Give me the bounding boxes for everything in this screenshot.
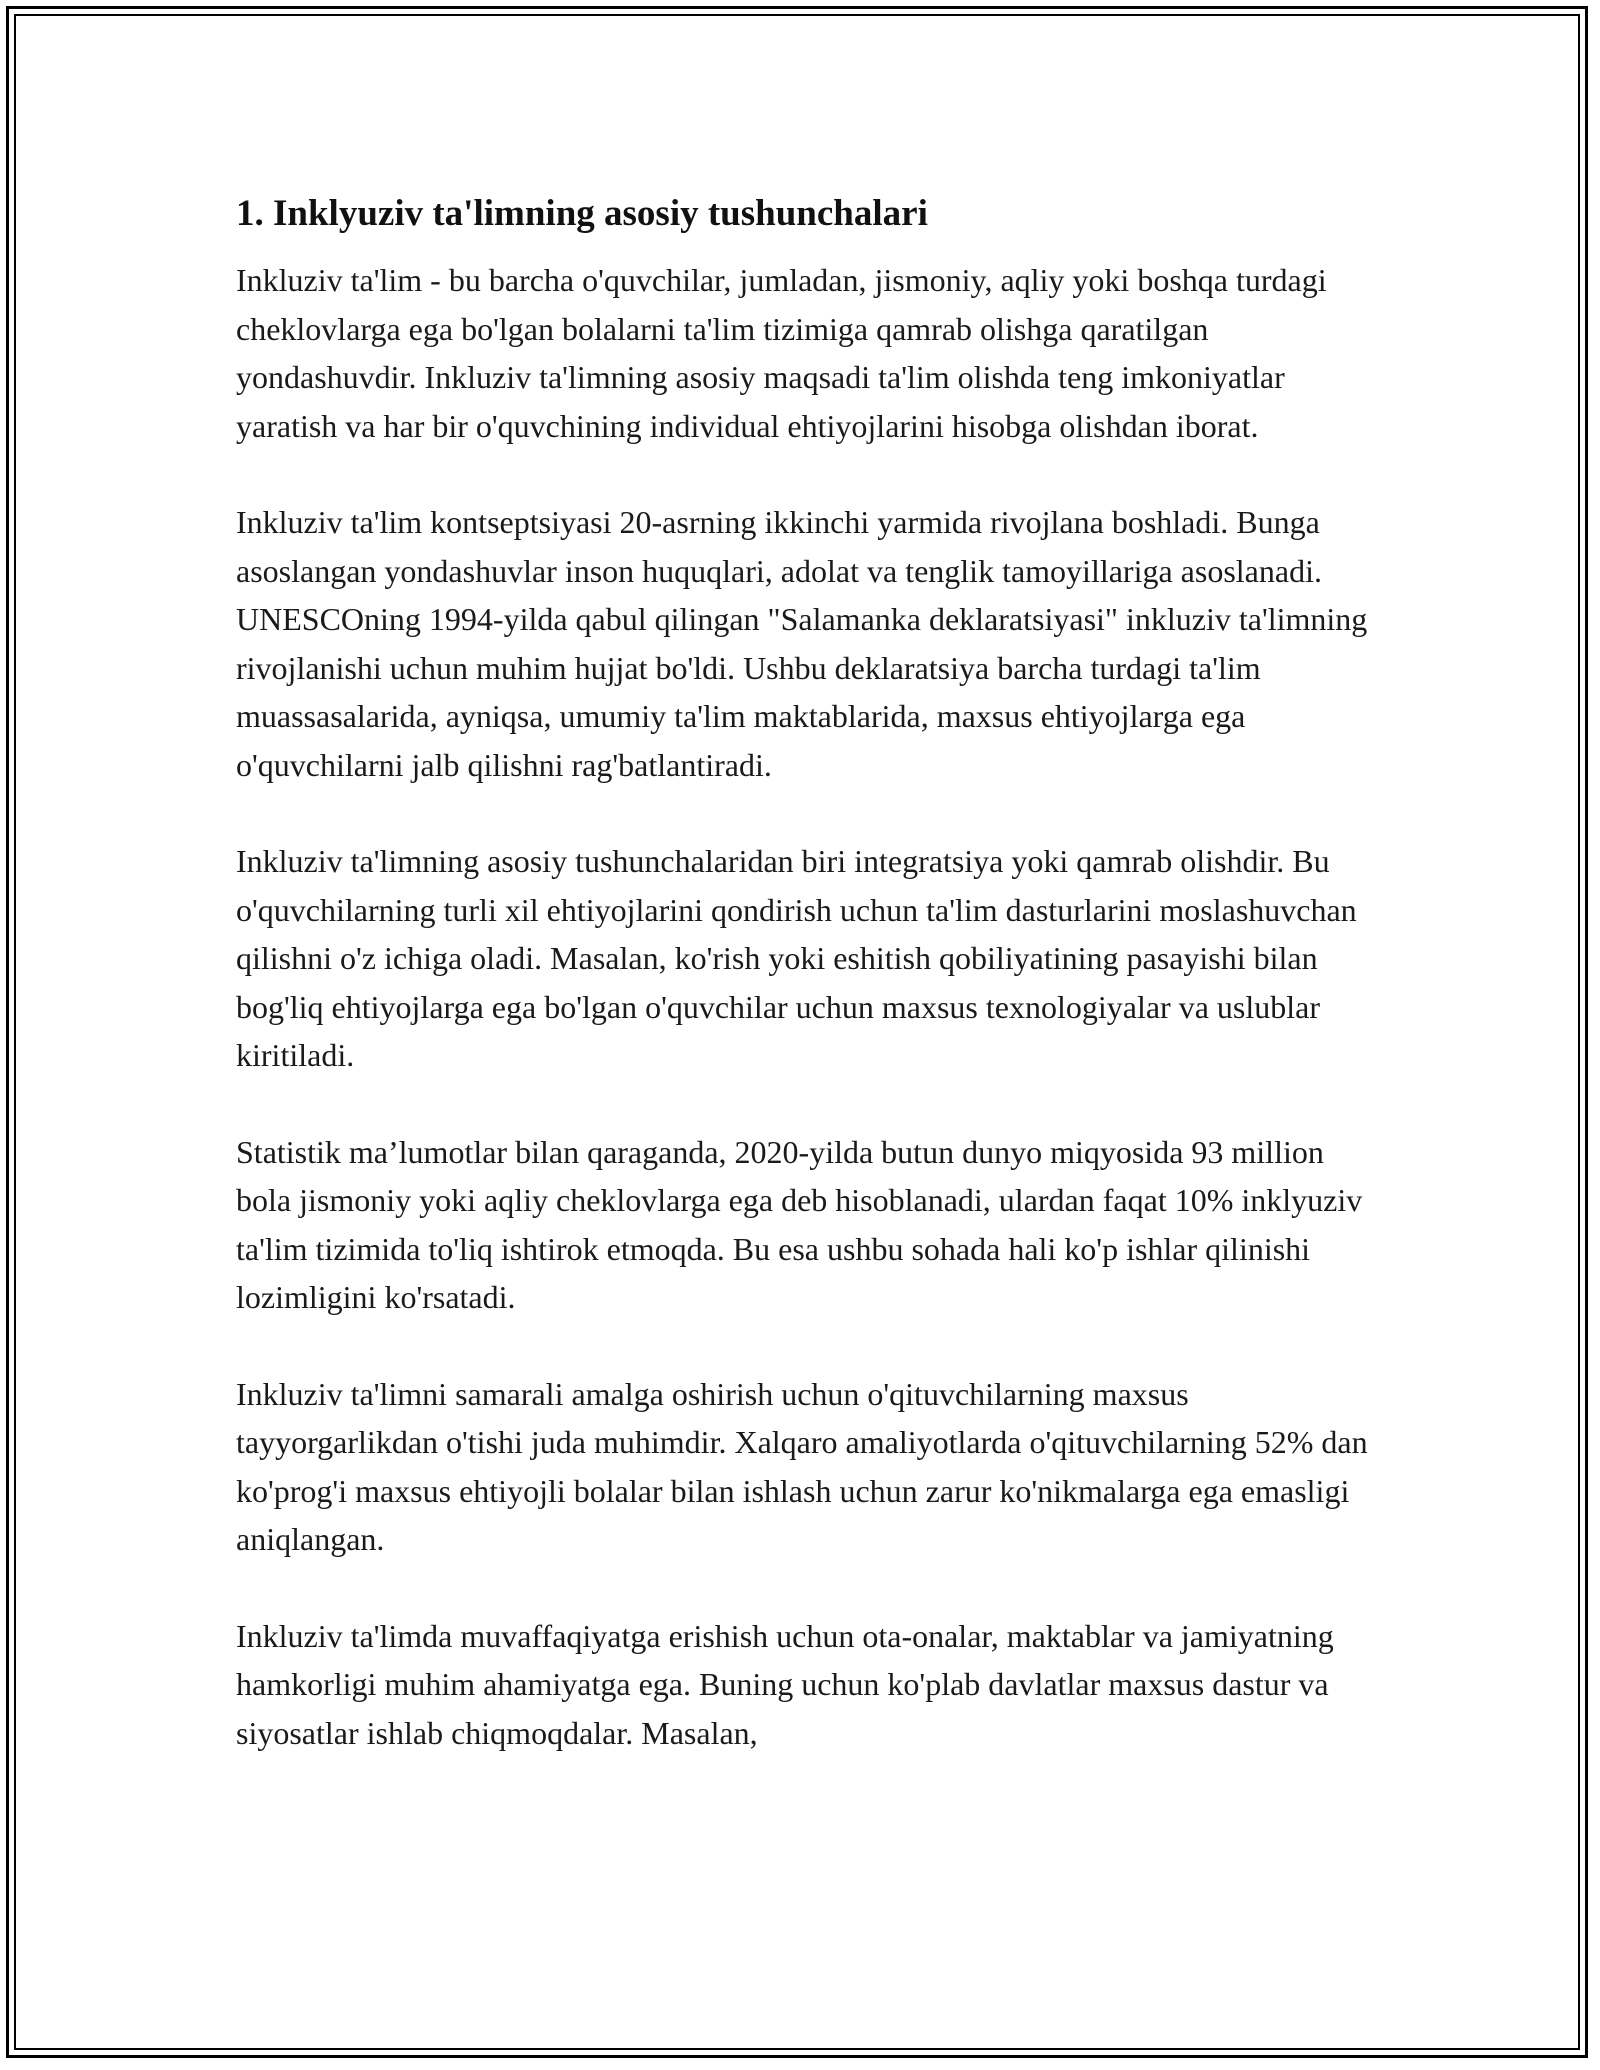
paragraph-6: Inkluziv ta'limda muvaffaqiyatga erishish uchun ota-onalar, maktablar va jamiyatning hamkorligi muhim ahamiyatga ega. Buning uchun ko'plab davlatlar maxsus dastur va siyosatlar ishlab chiqmoqdalar. Masalan, [236, 1617, 1334, 1751]
document-body [236, 186, 1376, 1805]
section-heading: 1. Inklyuziv ta'limning asosiy tushunchalari [236, 193, 928, 234]
paragraph-5: Inkluziv ta'limni samarali amalga oshirish uchun o'qituvchilarning maxsus tayyorgarlikdan o'tishi juda muhimdir. Xalqaro amaliyotlarda o'qituvchilarning 52% dan ko'prog'i maxsus ehtiyojli bolalar bilan ishlash uchun zarur ko'nikmalarga ega emasligi aniqlangan. [236, 1375, 1368, 1557]
paragraph-2: Inkluziv ta'lim kontseptsiyasi 20-asrning ikkinchi yarmida rivojlana boshladi. Bunga asoslangan yondashuvlar inson huquqlari, adolat va tenglik tamoyillariga asoslanadi. UNESCOning 1994-yilda qabul qilingan "Salamanka deklaratsiyasi" inkluziv ta'limning rivojlanishi uchun muhim hujjat bo'ldi. Ushbu deklaratsiya barcha turdagi ta'lim muassasalarida, ayniqsa, umumiy ta'lim maktablarida, maxsus ehtiyojlarga ega o'quvchilarni jalb qilishni rag'batlantiradi. [236, 504, 1368, 783]
paragraph-4: Statistik ma’lumotlar bilan qaraganda, 2020-yilda butun dunyo miqyosida 93 million bola jismoniy yoki aqliy cheklovlarga ega deb hisoblanadi, ulardan faqat 10% inklyuziv ta'lim tizimida to'liq ishtirok etmoqda. Bu esa ushbu sohada hali ko'p ishlar qilinishi lozimligini ko'rsatadi. [236, 1133, 1363, 1315]
paragraph-1: Inkluziv ta'lim - bu barcha o'quvchilar, jumladan, jismoniy, aqliy yoki boshqa turdagi cheklovlarga ega bo'lgan bolalarni ta'lim tizimiga qamrab olishga qaratilgan yondashuvdir. Inkluziv ta'limning asosiy maqsadi ta'lim olishda teng imkoniyatlar yaratish va har bir o'quvchining individual ehtiyojlarini hisobga olishdan iborat. [236, 262, 1327, 444]
paragraph-3: Inkluziv ta'limning asosiy tushunchalaridan biri integratsiya yoki qamrab olishdir. Bu o'quvchilarning turli xil ehtiyojlarini qondirish uchun ta'lim dasturlarini moslashuvchan qilishni o'z ichiga oladi. Masalan, ko'rish yoki eshitish qobiliyatining pasayishi bilan bog'liq ehtiyojlarga ega bo'lgan o'quvchilar uchun maxsus texnologiyalar va uslublar kiritiladi. [236, 843, 1357, 1073]
